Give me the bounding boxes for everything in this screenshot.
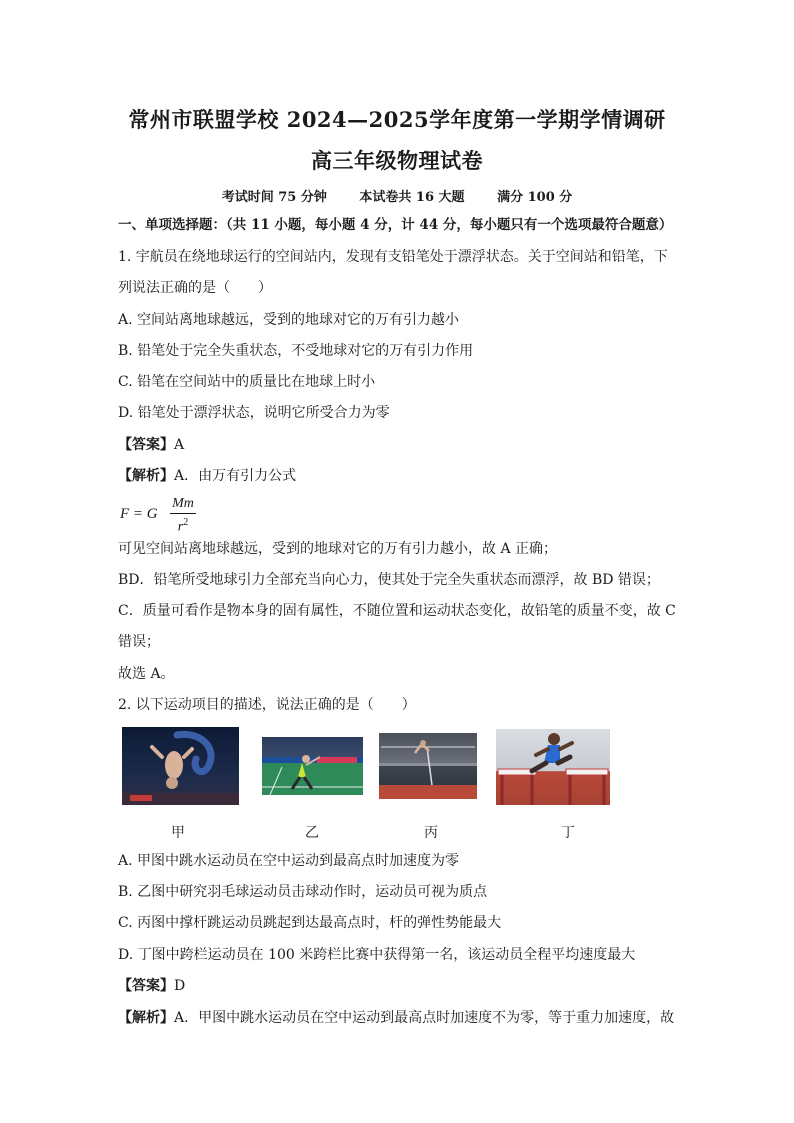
q1-analysis-line4: C．质量可看作是物本身的固有属性，不随位置和运动状态变化，故铅笔的质量不变，故 C xyxy=(118,603,676,619)
formula-fraction xyxy=(170,496,196,536)
fraction-bar xyxy=(170,513,196,514)
formula-denominator: $r^2$ xyxy=(177,517,189,535)
analysis-label: 【解析】 xyxy=(118,468,174,484)
answer-label: 【答案】 xyxy=(118,437,174,453)
q1-analysis-line1 xyxy=(118,466,296,486)
formula-exponent: 2 xyxy=(183,517,189,528)
analysis-text: A．由万有引力公式 xyxy=(174,468,297,484)
exam-info xyxy=(0,186,794,205)
answer-label: 【答案】 xyxy=(118,978,174,994)
q2-answer xyxy=(118,976,185,996)
exam-time: 考试时间 75 分钟 xyxy=(221,190,327,205)
diver-illustration xyxy=(122,727,239,805)
section-heading: 一、单项选择题：（共 11 小题，每小题 4 分，计 44 分，每小题只有一个选项最符合题意） xyxy=(118,217,673,233)
q1-option-c: C. 铅笔在空间站中的质量比在地球上时小 xyxy=(118,374,376,390)
q1-analysis-line2: 可见空间站离地球越远，受到的地球对它的万有引力越小，故 A 正确； xyxy=(118,541,558,557)
q2-analysis-line1 xyxy=(118,1008,674,1028)
q1-stem-line1: 1. 宇航员在绕地球运行的空间站内，发现有支铅笔处于漂浮状态。关于空间站和铅笔，下 xyxy=(118,249,668,265)
q2-option-d: D. 丁图中跨栏运动员在 100 米跨栏比赛中获得第一名，该运动员全程平均速度最大 xyxy=(118,947,636,963)
analysis-text: A．甲图中跳水运动员在空中运动到最高点时加速度不为零，等于重力加速度，故 xyxy=(174,1010,675,1026)
pole-vault-illustration xyxy=(379,733,477,799)
q2-option-a: A. 甲图中跳水运动员在空中运动到最高点时加速度为零 xyxy=(118,853,460,869)
gravitation-formula xyxy=(120,496,200,534)
diver-photo xyxy=(122,727,239,805)
hurdles-illustration xyxy=(496,729,610,805)
q1-option-d: D. 铅笔处于漂浮状态，说明它所受合力为零 xyxy=(118,405,390,421)
question-count: 本试卷共 16 大题 xyxy=(359,190,465,205)
exam-title: 常州市联盟学校 2024—2025学年度第一学期学情调研 xyxy=(128,107,666,132)
analysis-label: 【解析】 xyxy=(118,1010,174,1026)
formula-lhs: F = G xyxy=(120,506,158,522)
q1-conclusion: 故选 A。 xyxy=(118,666,175,682)
q1-option-b: B. 铅笔处于完全失重状态，不受地球对它的万有引力作用 xyxy=(118,343,474,359)
hurdles-photo xyxy=(496,729,610,805)
caption-ding: 丁 xyxy=(561,825,575,841)
formula-numerator: Mm xyxy=(172,496,194,511)
caption-jia: 甲 xyxy=(171,825,185,841)
badminton-photo xyxy=(262,737,363,795)
answer-value: A xyxy=(174,437,185,453)
badminton-illustration xyxy=(262,737,363,795)
caption-bing: 丙 xyxy=(424,825,438,841)
q1-stem-line2: 列说法正确的是（ ） xyxy=(118,280,272,296)
q1-analysis-line5: 错误； xyxy=(118,634,160,650)
q2-option-b: B. 乙图中研究羽毛球运动员击球动作时，运动员可视为质点 xyxy=(118,884,488,900)
q2-stem: 2. 以下运动项目的描述，说法正确的是（ ） xyxy=(118,697,416,713)
caption-yi: 乙 xyxy=(305,825,319,841)
q2-option-c: C. 丙图中撑杆跳运动员跳起到达最高点时，杆的弹性势能最大 xyxy=(118,915,502,931)
answer-value: D xyxy=(174,978,186,994)
q1-answer xyxy=(118,435,184,455)
q1-analysis-line3: BD．铅笔所受地球引力全部充当向心力，使其处于完全失重状态而漂浮，故 BD 错误； xyxy=(118,572,660,588)
pole-vault-photo xyxy=(379,733,477,799)
full-score: 满分 100 分 xyxy=(497,190,573,205)
q1-option-a: A. 空间站离地球越远，受到的地球对它的万有引力越小 xyxy=(118,312,460,328)
exam-subtitle: 高三年级物理试卷 xyxy=(311,148,483,173)
